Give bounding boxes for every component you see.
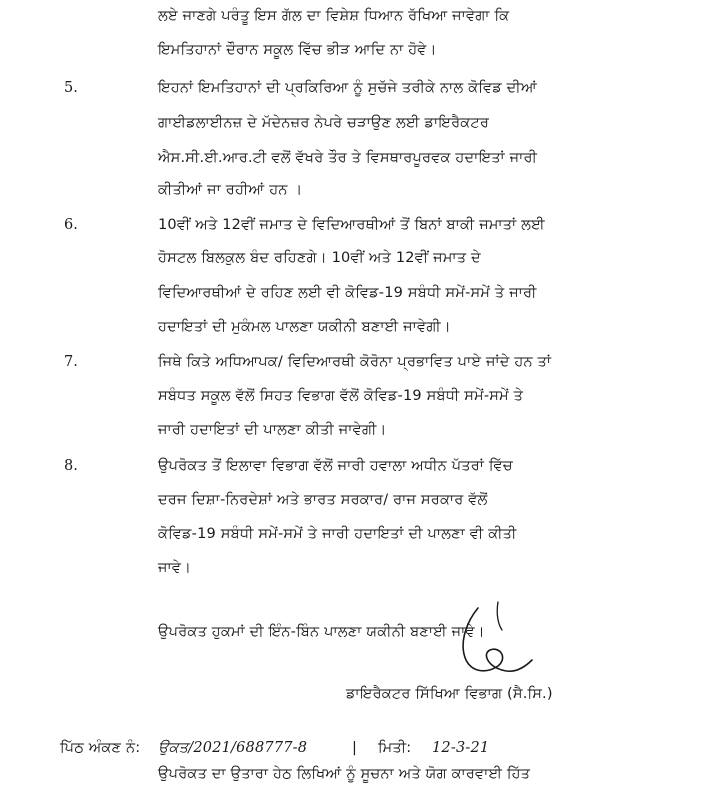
item-line: ਐਸ.ਸੀ.ਈ.ਆਰ.ਟੀ ਵਲੋਂ ਵੱਖਰੇ ਤੌਰ ਤੇ ਵਿਸਥਾਰਪੂਰਵਕ ਹਦਾਇਤਾਂ ਜਾਰੀ <box>158 150 538 166</box>
item-line: ਗਾਈਡਲਾਈਨਜ਼ ਦੇ ਮੱਦੇਨਜ਼ਰ ਨੇਪਰੇ ਚੜਾਉਣ ਲਈ ਡਾਇਰੈਕਟਰ <box>158 115 490 131</box>
item-line: ਜਿਥੇ ਕਿਤੇ ਅਧਿਆਪਕ/ ਵਿਦਿਆਰਥੀ ਕੋਰੋਨਾ ਪ੍ਰਭਾਵਿਤ ਪਾਏ ਜਾਂਦੇ ਹਨ ਤਾਂ <box>158 354 552 370</box>
endorsement-number: ਉਕਤ/2021/688777-8 <box>158 740 308 756</box>
date-value: 12-3-21 <box>432 740 490 756</box>
endorsement-label: ਪਿੱਠ ਅੰਕਣ ਨੰ: <box>60 740 141 756</box>
item-line: ਉਪਰੋਕਤ ਤੋਂ ਇਲਾਵਾ ਵਿਭਾਗ ਵੱਲੋਂ ਜਾਰੀ ਹਵਾਲਾ ਅਧੀਨ ਪੱਤਰਾਂ ਵਿੱਚ <box>158 458 513 474</box>
item-line: ਵਿਦਿਆਰਥੀਆਂ ਦੇ ਰਹਿਣ ਲਈ ਵੀ ਕੋਵਿਡ-19 ਸਬੰਧੀ ਸਮੇਂ-ਸਮੇਂ ਤੇ ਜਾਰੀ <box>158 285 537 301</box>
intro-line: ਲਏ ਜਾਣਗੇ ਪਰੰਤੂ ਇਸ ਗੱਲ ਦਾ ਵਿਸ਼ੇਸ਼ ਧਿਆਨ ਰੱਖਿਆ ਜਾਵੇਗਾ ਕਿ <box>158 8 510 24</box>
item-line: ਇਹਨਾਂ ਇਮਤਿਹਾਨਾਂ ਦੀ ਪ੍ਰਕਿਰਿਆ ਨੂੰ ਸੁਚੱਜੇ ਤਰੀਕੇ ਨਾਲ ਕੋਵਿਡ ਦੀਆਂ <box>158 80 537 96</box>
item-line: ਕੋਵਿਡ-19 ਸਬੰਧੀ ਸਮੇਂ-ਸਮੇਂ ਤੇ ਜਾਰੀ ਹਦਾਇਤਾਂ ਦੀ ਪਾਲਣਾ ਵੀ ਕੀਤੀ <box>158 526 517 542</box>
item-line: ਹੋਸਟਲ ਬਿਲਕੁਲ ਬੰਦ ਰਹਿਣਗੇ। 10ਵੀਂ ਅਤੇ 12ਵੀਂ ਜਮਾਤ ਦੇ <box>158 250 481 266</box>
footer-line: ਉਪਰੋਕਤ ਦਾ ਉਤਾਰਾ ਹੇਠ ਲਿਖਿਆਂ ਨੂੰ ਸੂਚਨਾ ਅਤੇ ਯੋਗ ਕਾਰਵਾਈ ਹਿੱਤ <box>158 766 531 782</box>
item-line: ਦਰਜ ਦਿਸ਼ਾ-ਨਿਰਦੇਸ਼ਾਂ ਅਤੇ ਭਾਰਤ ਸਰਕਾਰ/ ਰਾਜ ਸਰਕਾਰ ਵੱਲੋਂ <box>158 492 488 508</box>
item-number: 7. <box>64 354 78 370</box>
endorsement-separator: | <box>352 740 358 756</box>
item-line: 10ਵੀਂ ਅਤੇ 12ਵੀਂ ਜਮਾਤ ਦੇ ਵਿਦਿਆਰਥੀਆਂ ਤੋਂ ਬਿਨਾਂ ਬਾਕੀ ਜਮਾਤਾਂ ਲਈ <box>158 217 545 233</box>
item-number: 6. <box>64 217 78 233</box>
item-line: ਹਦਾਇਤਾਂ ਦੀ ਮੁਕੰਮਲ ਪਾਲਣਾ ਯਕੀਨੀ ਬਣਾਈ ਜਾਵੇਗੀ। <box>158 319 451 335</box>
item-number: 5. <box>64 80 78 96</box>
item-line: ਜਾਵੇ। <box>158 560 192 576</box>
signatory-designation: ਡਾਇਰੈਕਟਰ ਸਿੱਖਿਆ ਵਿਭਾਗ (ਸੈ.ਸਿ.) <box>346 686 553 702</box>
item-number: 8. <box>64 458 78 474</box>
signature-scribble <box>440 600 540 690</box>
closing-line: ਉਪਰੋਕਤ ਹੁਕਮਾਂ ਦੀ ਇੰਨ-ਬਿੰਨ ਪਾਲਣਾ ਯਕੀਨੀ ਬਣਾਈ ਜਾਵੇ। <box>158 624 485 640</box>
date-label: ਮਿਤੀ: <box>378 740 412 756</box>
item-line: ਕੀਤੀਆਂ ਜਾ ਰਹੀਆਂ ਹਨ । <box>158 182 303 198</box>
item-line: ਜਾਰੀ ਹਦਾਇਤਾਂ ਦੀ ਪਾਲਣਾ ਕੀਤੀ ਜਾਵੇਗੀ। <box>158 422 387 438</box>
intro-line: ਇਮਤਿਹਾਨਾਂ ਦੌਰਾਨ ਸਕੂਲ ਵਿੱਚ ਭੀੜ ਆਦਿ ਨਾ ਹੋਵੇ। <box>158 42 437 58</box>
item-line: ਸਬੰਧਤ ਸਕੂਲ ਵੱਲੋਂ ਸਿਹਤ ਵਿਭਾਗ ਵੱਲੋਂ ਕੋਵਿਡ-19 ਸਬੰਧੀ ਸਮੇਂ-ਸਮੇਂ ਤੇ <box>158 388 524 404</box>
